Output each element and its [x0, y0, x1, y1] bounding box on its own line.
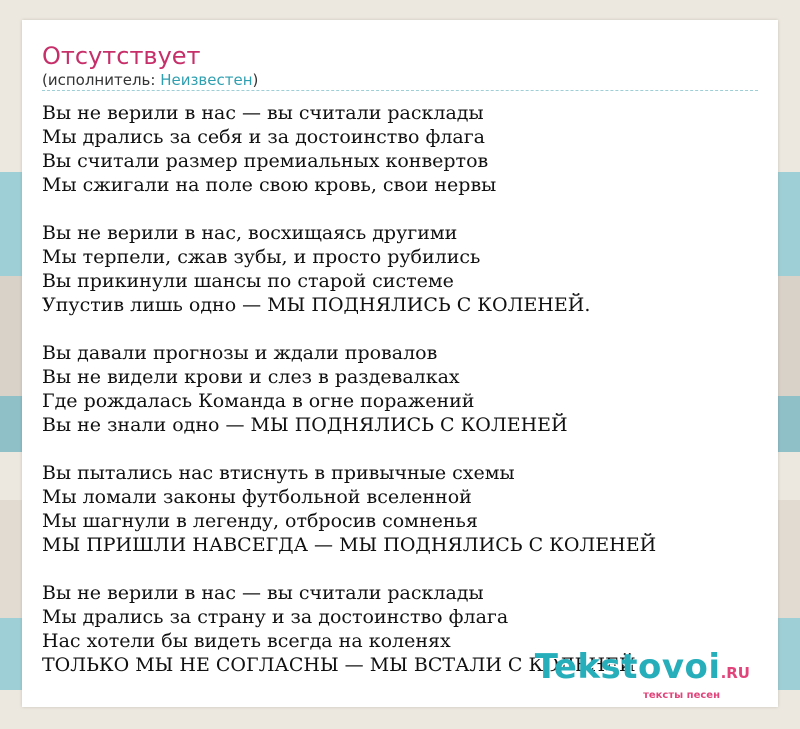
- lyrics-body: [42, 101, 762, 701]
- lyric-line: МЫ ПРИШЛИ НАВСЕГДА — МЫ ПОДНЯЛИСЬ С КОЛЕНЕЙ: [42, 534, 657, 556]
- title-divider: [42, 90, 758, 91]
- logo-tld: .RU: [720, 664, 750, 682]
- lyric-line: Вы прикинули шансы по старой системе: [42, 270, 454, 292]
- lyric-line: Мы сжигали на поле свою кровь, свои нервы: [42, 174, 497, 196]
- artist-prefix: (исполнитель:: [42, 71, 161, 89]
- logo-tagline: тексты песен: [643, 690, 720, 701]
- lyric-line: Вы пытались нас втиснуть в привычные схемы: [42, 462, 515, 484]
- lyric-line: ТОЛЬКО МЫ НЕ СОГЛАСНЫ — МЫ ВСТАЛИ С КОЛЕНЕЙ: [42, 654, 636, 676]
- lyric-line: Мы терпели, сжав зубы, и просто рубились: [42, 246, 481, 268]
- lyric-line: Вы не знали одно — МЫ ПОДНЯЛИСЬ С КОЛЕНЕЙ: [42, 414, 568, 436]
- stanza: [42, 461, 762, 557]
- lyric-line: Вы не верили в нас — вы считали расклады: [42, 102, 484, 124]
- stanza: [42, 101, 762, 197]
- lyric-line: Вы не верили в нас, восхищаясь другими: [42, 222, 458, 244]
- lyric-line: Упустив лишь одно — МЫ ПОДНЯЛИСЬ С КОЛЕНЕЙ.: [42, 294, 591, 316]
- logo-name: Tekstovoi: [534, 647, 721, 687]
- lyric-line: Вы давали прогнозы и ждали провалов: [42, 342, 438, 364]
- logo-wordmark: [535, 649, 750, 691]
- lyric-line: Нас хотели бы видеть всегда на коленях: [42, 630, 451, 652]
- lyrics-card: [22, 20, 778, 707]
- lyric-line: Где рождалась Команда в огне поражений: [42, 390, 475, 412]
- stanza: [42, 341, 762, 437]
- lyric-line: Вы считали размер премиальных конвертов: [42, 150, 489, 172]
- song-title: Отсутствует: [42, 42, 201, 70]
- lyric-line: Вы не верили в нас — вы считали расклады: [42, 582, 484, 604]
- lyric-line: Мы шагнули в легенду, отбросив сомненья: [42, 510, 478, 532]
- artist-link[interactable]: Неизвестен: [160, 71, 253, 89]
- stanza: [42, 221, 762, 317]
- site-logo[interactable]: [535, 649, 750, 701]
- artist-suffix: ): [252, 71, 259, 89]
- lyric-line: Мы дрались за страну и за достоинство флага: [42, 606, 509, 628]
- artist-line: [42, 71, 258, 89]
- lyric-line: Мы дрались за себя и за достоинство флага: [42, 126, 486, 148]
- lyric-line: Мы ломали законы футбольной вселенной: [42, 486, 472, 508]
- lyric-line: Вы не видели крови и слез в раздевалках: [42, 366, 460, 388]
